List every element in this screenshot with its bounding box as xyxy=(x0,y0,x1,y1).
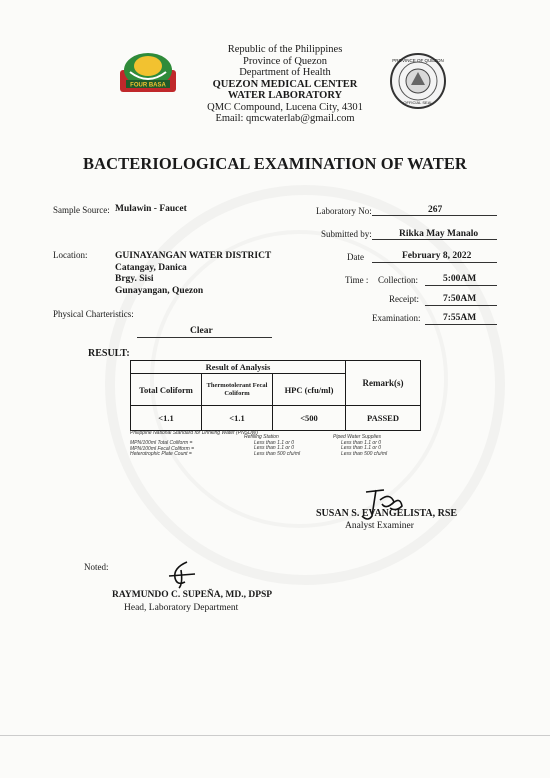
location-line: GUINAYANGAN WATER DISTRICT xyxy=(115,251,272,261)
result-label: RESULT: xyxy=(88,348,130,359)
lab-no-value: 267 xyxy=(428,205,443,215)
sample-source-value: Mulawin - Faucet xyxy=(115,204,187,214)
physical-underline xyxy=(137,337,272,338)
standard-line: MPN/100ml Total Coliform = xyxy=(130,440,193,446)
standard-heading: Philippine National Standard for Drinking Water (PNSDW) xyxy=(130,430,259,436)
table-cell: <1.1 xyxy=(202,406,273,431)
submitted-by-underline xyxy=(372,239,497,240)
lab-no-underline xyxy=(372,215,497,216)
seal-top-text: PROVINCE OF QUEZON xyxy=(392,58,444,63)
submitted-by-label: Submitted by: xyxy=(321,229,372,239)
table-cell: PASSED xyxy=(346,406,421,431)
table-header-hpc: HPC (cfu/ml) xyxy=(273,374,346,406)
standard-line: Less than 1.1 or 0 xyxy=(254,445,295,451)
location-label: Location: xyxy=(53,250,88,260)
letterhead-org: QUEZON MEDICAL CENTER xyxy=(212,78,358,90)
letterhead xyxy=(150,44,420,125)
table-row xyxy=(131,406,421,431)
exam-label: Examination: xyxy=(372,313,421,323)
physical-value: Clear xyxy=(190,326,213,336)
standard-line: Less than 1.1 or 0 xyxy=(254,439,295,446)
table-cell: <1.1 xyxy=(131,406,202,431)
receipt-value: 7:50AM xyxy=(443,294,477,304)
physical-label: Physical Charteristics: xyxy=(53,309,134,319)
logo-left-text: FOUR BASA xyxy=(130,82,166,89)
exam-underline xyxy=(425,324,497,325)
table-header-total-coliform: Total Coliform xyxy=(131,374,202,406)
result-table xyxy=(130,360,421,431)
head-signature xyxy=(165,560,199,590)
table-header-remarks: Remark(s) xyxy=(346,361,421,406)
receipt-underline xyxy=(425,305,497,306)
standard-line: Heterotrophic Plate Count = xyxy=(130,451,192,457)
piped-heading: Piped Water Supplies xyxy=(333,434,381,440)
location-line: Gunayangan, Quezon xyxy=(115,285,204,296)
standard-line: MPN/100ml Fecal Coliform = xyxy=(130,445,195,452)
standard-line: Less than 1.1 or 0 xyxy=(341,445,382,451)
letterhead-line: Province of Quezon xyxy=(243,55,327,67)
sample-source-label: Sample Source: xyxy=(53,205,110,215)
collection-label: Collection: xyxy=(378,275,418,285)
collection-value: 5:00AM xyxy=(443,274,477,284)
analyst-name: SUSAN S. EVANGELISTA, RSE xyxy=(316,508,458,519)
location-line: Catangay, Danica xyxy=(115,262,187,273)
refilling-block xyxy=(244,435,300,457)
head-title: Head, Laboratory Department xyxy=(124,603,239,613)
head-name: RAYMUNDO C. SUPEÑA, MD., DPSP xyxy=(112,590,273,600)
document-title: BACTERIOLOGICAL EXAMINATION OF WATER xyxy=(83,154,467,173)
letterhead-email: Email: qmcwaterlab@gmail.com xyxy=(215,113,355,124)
location-line: Brgy. Sisi xyxy=(115,274,154,284)
lab-no-label: Laboratory No: xyxy=(316,206,372,216)
standard-line: Less than 1.1 or 0 xyxy=(341,439,382,446)
noted-label: Noted: xyxy=(84,562,109,572)
piped-block xyxy=(333,435,387,457)
location-block xyxy=(115,251,271,297)
standard-left-block xyxy=(130,441,194,458)
time-label: Time : xyxy=(345,275,369,285)
table-cell: <500 xyxy=(273,406,346,431)
submitted-by-value: Rikka May Manalo xyxy=(399,229,479,239)
letterhead-address: QMC Compound, Lucena City, 4301 xyxy=(207,101,363,113)
seal-bottom-text: OFFICIAL SEAL xyxy=(403,100,433,105)
exam-value: 7:55AM xyxy=(443,313,477,323)
letterhead-line: Republic of the Philippines xyxy=(227,44,343,55)
standard-line: Less than 500 cfu/ml xyxy=(254,450,301,457)
standard-line: Less than 500 cfu/ml xyxy=(341,450,388,457)
collection-underline xyxy=(425,285,497,286)
letterhead-dept: WATER LABORATORY xyxy=(227,90,343,101)
letterhead-line: Department of Health xyxy=(239,67,331,78)
table-group-header: Result of Analysis xyxy=(131,361,346,374)
refilling-heading: Refilling Station xyxy=(244,434,279,440)
receipt-label: Receipt: xyxy=(389,294,419,304)
page-edge-line xyxy=(0,735,550,736)
date-value: February 8, 2022 xyxy=(402,251,472,261)
table-header-fecal-coliform: Thermotolerant Fecal Coliform xyxy=(202,374,273,406)
analyst-title: Analyst Examiner xyxy=(345,521,414,531)
date-label: Date xyxy=(347,252,364,262)
date-underline xyxy=(372,262,497,263)
